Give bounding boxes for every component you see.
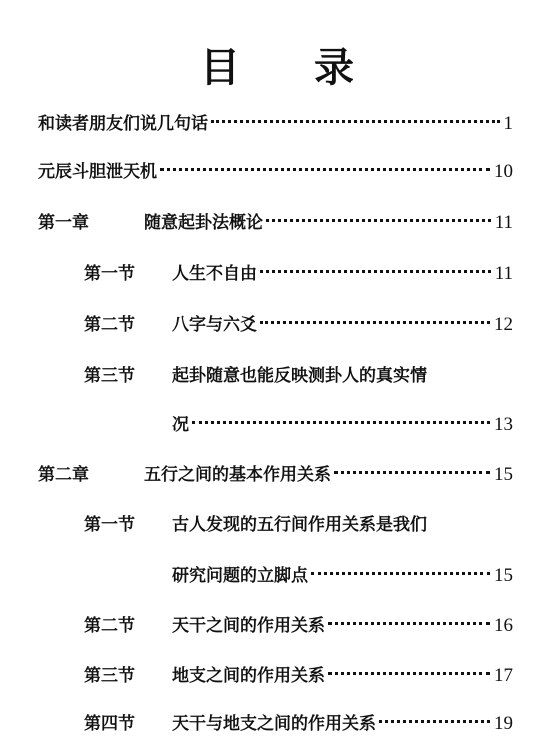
toc-entry-text: 起卦随意也能反映测卦人的真实情 [172, 366, 427, 386]
chapter-label: 第二章 [38, 465, 89, 485]
toc-section-entry[interactable] [84, 264, 513, 284]
toc-page-number: 15 [494, 464, 513, 485]
toc-entry-text: 研究问题的立脚点 [172, 566, 308, 586]
toc-entry-text: 况 [172, 415, 189, 435]
dot-leader [211, 120, 500, 123]
toc-page-number: 15 [494, 565, 513, 586]
toc-section-entry[interactable] [84, 616, 513, 636]
toc-entry-continuation[interactable] [172, 415, 513, 435]
toc-entry-text: 人生不自由 [172, 264, 257, 284]
toc-entry[interactable] [38, 114, 513, 134]
toc-section-entry[interactable] [84, 714, 513, 734]
toc-entry[interactable] [38, 162, 513, 182]
toc-section-entry[interactable] [84, 315, 513, 335]
toc-entry-text: 五行之间的基本作用关系 [144, 465, 331, 485]
toc-entry-text: 和读者朋友们说几句话 [38, 114, 208, 134]
toc-entry-text: 元辰斗胆泄天机 [38, 162, 157, 182]
toc-entry-text: 天干之间的作用关系 [172, 616, 325, 636]
toc-entry-text: 地支之间的作用关系 [172, 666, 325, 686]
toc-page-number: 12 [494, 314, 513, 335]
section-label: 第四节 [84, 714, 135, 734]
toc-page-number: 17 [494, 665, 513, 686]
section-label: 第二节 [84, 315, 135, 335]
chapter-label: 第一章 [38, 213, 89, 233]
toc-chapter-entry[interactable] [38, 213, 513, 233]
section-label: 第二节 [84, 616, 135, 636]
toc-page-number: 1 [503, 113, 513, 134]
toc-page-number: 13 [494, 414, 513, 435]
toc-section-entry[interactable] [84, 515, 513, 535]
toc-entry-text: 古人发现的五行间作用关系是我们 [172, 515, 427, 535]
toc-section-entry[interactable] [84, 366, 513, 386]
toc-entry-text: 八字与六爻 [172, 315, 257, 335]
toc-page-number: 19 [494, 713, 513, 734]
toc-chapter-entry[interactable] [38, 465, 513, 485]
dot-leader [192, 421, 490, 424]
dot-leader [260, 321, 490, 324]
dot-leader [160, 168, 490, 171]
toc-page-number: 16 [494, 615, 513, 636]
toc-page-number: 11 [494, 212, 513, 233]
section-label: 第三节 [84, 666, 135, 686]
section-label: 第三节 [84, 366, 135, 386]
dot-leader [334, 471, 490, 474]
section-label: 第一节 [84, 264, 135, 284]
toc-page-number: 11 [494, 263, 513, 284]
toc-section-entry[interactable] [84, 666, 513, 686]
toc-page-number: 10 [494, 161, 513, 182]
dot-leader [266, 219, 491, 222]
dot-leader [260, 270, 491, 273]
dot-leader [328, 672, 490, 675]
toc-entry-text: 随意起卦法概论 [144, 213, 263, 233]
section-label: 第一节 [84, 515, 135, 535]
dot-leader [311, 572, 490, 575]
dot-leader [328, 622, 490, 625]
toc-entry-continuation[interactable] [172, 566, 513, 586]
dot-leader [379, 720, 490, 723]
toc-entry-text: 天干与地支之间的作用关系 [172, 714, 376, 734]
page-title: 目 录 [200, 45, 384, 91]
